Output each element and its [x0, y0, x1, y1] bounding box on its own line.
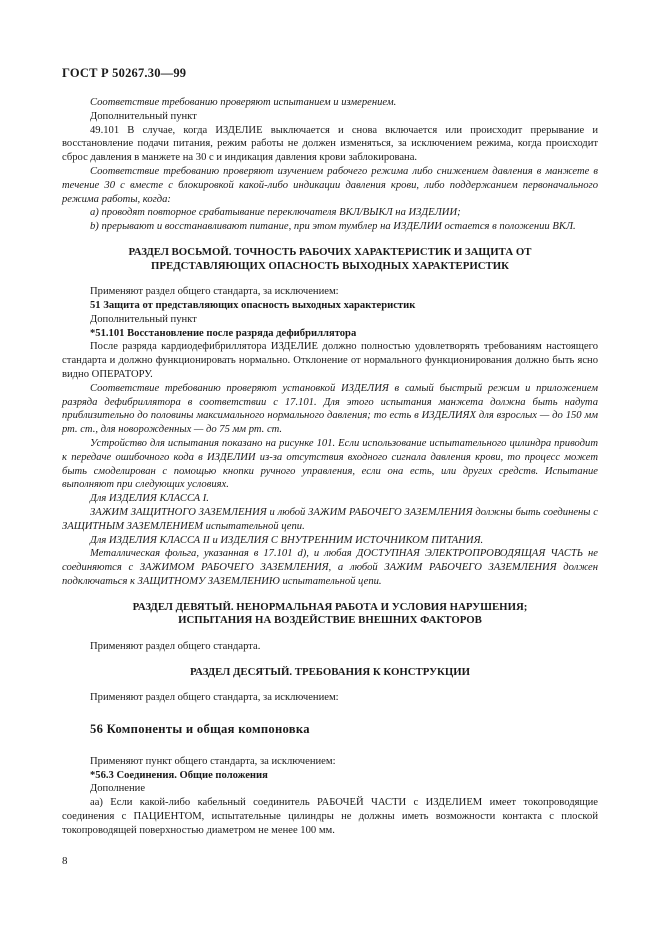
paragraph: Применяют раздел общего стандарта. [90, 640, 261, 652]
section-8-title: РАЗДЕЛ ВОСЬМОЙ. ТОЧНОСТЬ РАБОЧИХ ХАРАКТЕРИСТИК И ЗАЩИТА ОТ [128, 245, 532, 258]
section-8-title-cont: ПРЕДСТАВЛЯЮЩИХ ОПАСНОСТЬ ВЫХОДНЫХ ХАРАКТЕРИСТИК [151, 259, 509, 272]
clause-heading: *51.101 Восстановление после разряда дефибриллятора [90, 327, 357, 339]
paragraph: Соответствие требованию проверяют установкой ИЗДЕЛИЯ в самый быстрый режим и приложением разряда дефибриллятора в соответствии с 17.101. Для этого испытания манжета должна быть надута приблизительно до половины максимального нормального давления; то есть в ИЗДЕЛИЯХ для взрослых — до 150 мм рт. ст., для новорожденных — до 75 мм рт. ст. [62, 382, 598, 436]
paragraph: Применяют раздел общего стандарта, за исключением: [90, 692, 339, 704]
paragraph: Дополнение [90, 783, 146, 795]
paragraph: Для ИЗДЕЛИЯ КЛАССА I. [90, 493, 209, 505]
paragraph: Применяют раздел общего стандарта, за исключением: [90, 286, 339, 298]
page-number: 8 [62, 855, 68, 867]
section-9-title: РАЗДЕЛ ДЕВЯТЫЙ. НЕНОРМАЛЬНАЯ РАБОТА И УСЛОВИЯ НАРУШЕНИЯ; [132, 600, 528, 613]
paragraph: Применяют пункт общего стандарта, за исключением: [90, 755, 336, 767]
paragraph: После разряда кардиодефибриллятора ИЗДЕЛИЕ должно полностью удовлетворять требованиям настоящего стандарта и должно функционировать нормально. Отклонение от нормального функционирования должно быть ясно видно ОПЕРАТОРУ. [62, 341, 598, 380]
paragraph: Дополнительный пункт [90, 313, 197, 325]
paragraph: аа) Если какой-либо кабельный соединитель РАБОЧЕЙ ЧАСТИ с ИЗДЕЛИЕМ имеет токопроводящие соединения с ПАЦИЕНТОМ, испытательные цилиндры не должны иметь возможности контакта с плоской токопроводящей поверхностью диаметром не менее 100 мм. [62, 797, 598, 836]
clause-56-heading: 56 Компоненты и общая компоновка [90, 722, 310, 737]
paragraph: Устройство для испытания показано на рисунке 101. Если использование испытательного цилиндра приводит к передаче ошибочного кода в ИЗДЕЛИИ из-за отсутствия входного сигнала давления крови, то процесс может быть смоделирован с помощью кнопки ручного управления, если она есть, или других средств. Испытание выполняют при следующих условиях. [62, 437, 598, 491]
paragraph: ЗАЖИМ ЗАЩИТНОГО ЗАЗЕМЛЕНИЯ и любой ЗАЖИМ РАБОЧЕГО ЗАЗЕМЛЕНИЯ должны быть соединены с ЗАЩИТНЫМ ЗАЗЕМЛЕНИЕМ испытательной цепи. [62, 506, 598, 532]
paragraph: Соответствие требованию проверяют изучением рабочего режима либо снижением давления в манжете в течение 30 с вместе с блокировкой какой-либо индикации давления крови, либо поддержанием первоначального режима работы, когда: [62, 165, 598, 205]
paragraph: Для ИЗДЕЛИЯ КЛАССА II и ИЗДЕЛИЯ С ВНУТРЕННИМ ИСТОЧНИКОМ ПИТАНИЯ. [90, 534, 484, 546]
list-item: b) прерывают и восстанавливают питание, при этом тумблер на ИЗДЕЛИИ остается в положении ВКЛ. [90, 221, 576, 233]
section-10-title: РАЗДЕЛ ДЕСЯТЫЙ. ТРЕБОВАНИЯ К КОНСТРУКЦИИ [189, 665, 471, 678]
paragraph: Дополнительный пункт [90, 110, 197, 122]
clause-heading: 51 Защита от представляющих опасность выходных характеристик [90, 299, 416, 311]
clause-heading: *56.3 Соединения. Общие положения [90, 769, 268, 781]
document-header: ГОСТ Р 50267.30—99 [62, 66, 187, 80]
paragraph: 49.101 В случае, когда ИЗДЕЛИЕ выключается и снова включается или происходит прерывание и восстановление подачи питания, режим работы не должен изменяться, за исключением режима, когда происходит сброс давления в манжете на 30 с и индикация давления крови заблокирована. [62, 124, 598, 164]
paragraph: Соответствие требованию проверяют испытанием и измерением. [90, 97, 397, 108]
document-body [62, 96, 598, 838]
paragraph: Металлическая фольга, указанная в 17.101 d), и любая ДОСТУПНАЯ ЭЛЕКТРОПРОВОДЯЩАЯ ЧАСТЬ не соединяются с ЗАЖИМОМ РАБОЧЕГО ЗАЗЕМЛЕНИЯ, а любой ЗАЖИМ РАБОЧЕГО ЗАЗЕМЛЕНИЯ должен подключаться к ЗАЩИТНОМУ ЗАЗЕМЛЕНИЮ испытательной цепи. [62, 548, 598, 587]
section-9-title-cont: ИСПЫТАНИЯ НА ВОЗДЕЙСТВИЕ ВНЕШНИХ ФАКТОРОВ [178, 614, 482, 627]
list-item: а) проводят повторное срабатывание переключателя ВКЛ/ВЫКЛ на ИЗДЕЛИИ; [90, 207, 461, 219]
